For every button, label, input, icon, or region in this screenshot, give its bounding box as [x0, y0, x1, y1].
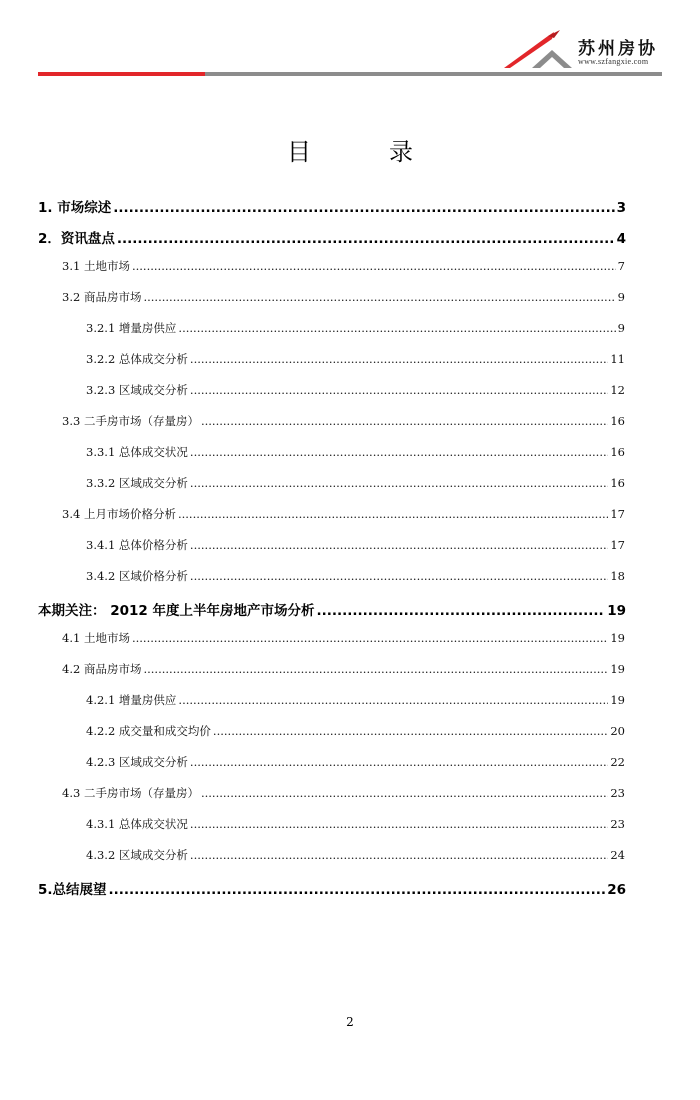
toc-dot-leader	[178, 507, 608, 521]
toc-entry[interactable]	[86, 568, 625, 584]
toc-entry-page: 7	[617, 259, 625, 273]
toc-entry[interactable]	[62, 506, 625, 522]
toc-entry-label: 3.3.1 总体成交状况	[86, 445, 188, 459]
toc-entry-label: 4.2 商品房市场	[62, 662, 142, 676]
toc-entry[interactable]	[38, 227, 626, 247]
toc-dot-leader	[143, 662, 608, 676]
toc-entry-page: 17	[610, 538, 625, 552]
toc-entry-page: 9	[617, 321, 625, 335]
toc-entry-page: 19	[610, 662, 625, 676]
toc-entry[interactable]	[62, 413, 625, 429]
toc-dot-leader	[190, 476, 608, 490]
toc-entry[interactable]	[62, 661, 625, 677]
toc-entry-label: 3.3.2 区域成交分析	[86, 476, 188, 490]
toc-entry[interactable]	[86, 723, 625, 739]
toc-entry[interactable]	[62, 289, 625, 305]
toc-dot-leader	[109, 882, 606, 898]
toc-dot-leader	[113, 200, 614, 216]
toc-entry-page: 3	[616, 200, 626, 216]
toc-dot-leader	[190, 538, 608, 552]
red-pen-logo-icon	[502, 30, 576, 70]
toc-dot-leader	[213, 724, 608, 738]
toc-entry-page: 17	[610, 507, 625, 521]
toc-entry-label: 3.2 商品房市场	[62, 290, 142, 304]
toc-dot-leader	[132, 259, 616, 273]
toc-entry-label: 4.2.1 增量房供应	[86, 693, 177, 707]
toc-entry-label: 4.3.2 区域成交分析	[86, 848, 188, 862]
toc-entry-page: 26	[607, 882, 626, 898]
toc-entry-page: 19	[610, 631, 625, 645]
toc-entry-label: 本期关注： 2012 年度上半年房地产市场分析	[38, 603, 315, 619]
toc-entry-page: 23	[610, 817, 625, 831]
toc-entry-page: 18	[610, 569, 625, 583]
toc-dot-leader	[178, 321, 615, 335]
toc-entry-page: 12	[610, 383, 625, 397]
toc-entry[interactable]	[86, 444, 625, 460]
toc-entry-label: 4.2.3 区域成交分析	[86, 755, 188, 769]
toc-dot-leader	[190, 445, 608, 459]
toc-entry-page: 16	[610, 476, 625, 490]
toc-entry-page: 9	[617, 290, 625, 304]
toc-dot-leader	[201, 786, 608, 800]
toc-entry[interactable]	[38, 878, 626, 898]
toc-entry[interactable]	[62, 785, 625, 801]
toc-entry[interactable]	[38, 599, 626, 619]
toc-title	[0, 132, 700, 167]
toc-entry[interactable]	[86, 692, 625, 708]
toc-entry-label: 4.2.2 成交量和成交均价	[86, 724, 211, 738]
toc-dot-leader	[190, 817, 608, 831]
toc-entry-page: 23	[610, 786, 625, 800]
page-number: 2	[346, 1015, 354, 1029]
brand-url: www.szfangxie.com	[578, 57, 649, 66]
toc-dot-leader	[201, 414, 608, 428]
toc-dot-leader	[190, 569, 608, 583]
toc-entry-label: 5.总结展望	[38, 882, 107, 898]
brand-name: 苏州房协	[578, 39, 658, 59]
toc-entry-label: 3.2.3 区域成交分析	[86, 383, 188, 397]
toc-entry[interactable]	[86, 382, 625, 398]
toc-entry-label: 4.3.1 总体成交状况	[86, 817, 188, 831]
toc-entry-page: 4	[616, 231, 626, 247]
toc-dot-leader	[316, 603, 605, 619]
page-header	[0, 0, 700, 80]
toc-dot-leader	[190, 755, 608, 769]
toc-entry[interactable]	[86, 475, 625, 491]
toc-entry-page: 22	[610, 755, 625, 769]
toc-dot-leader	[178, 693, 608, 707]
toc-entry-label: 1. 市场综述	[38, 200, 112, 216]
toc-entry-page: 20	[610, 724, 625, 738]
toc-entry[interactable]	[86, 320, 625, 336]
toc-entry-page: 19	[610, 693, 625, 707]
toc-entry-page: 16	[610, 445, 625, 459]
toc-entry-page: 24	[610, 848, 625, 862]
toc-entry[interactable]	[62, 630, 625, 646]
toc-entry-page: 16	[610, 414, 625, 428]
toc-entry-label: 3.2.1 增量房供应	[86, 321, 177, 335]
toc-entry-label: 4.1 土地市场	[62, 631, 130, 645]
toc-dot-leader	[143, 290, 615, 304]
toc-dot-leader	[190, 383, 608, 397]
toc-entry-page: 19	[607, 603, 626, 619]
toc-title-char-2: 录	[389, 138, 413, 166]
toc-entry-label: 3.4 上月市场价格分析	[62, 507, 176, 521]
toc-entry[interactable]	[86, 351, 625, 367]
toc-entry[interactable]	[38, 196, 626, 216]
toc-entry-label: 3.3 二手房市场（存量房）	[62, 414, 199, 428]
toc-entry[interactable]	[86, 754, 625, 770]
toc-entry[interactable]	[86, 847, 625, 863]
toc-entry[interactable]	[86, 816, 625, 832]
toc-dot-leader	[132, 631, 608, 645]
toc-entry[interactable]	[62, 258, 625, 274]
toc-dot-leader	[190, 848, 608, 862]
toc-entry-label: 3.1 土地市场	[62, 259, 130, 273]
header-rule-gray	[205, 72, 662, 76]
toc-title-char-1: 目	[287, 138, 311, 166]
toc-dot-leader	[117, 231, 615, 247]
toc-entry-page: 11	[610, 352, 625, 366]
toc-dot-leader	[190, 352, 608, 366]
toc-entry-label: 3.4.2 区域价格分析	[86, 569, 188, 583]
toc-entry-label: 3.2.2 总体成交分析	[86, 352, 188, 366]
header-rule-red	[38, 72, 205, 76]
toc-entry[interactable]	[86, 537, 625, 553]
toc-entry-label: 2．资讯盘点	[38, 231, 115, 247]
toc-entry-label: 3.4.1 总体价格分析	[86, 538, 188, 552]
toc-entry-label: 4.3 二手房市场（存量房）	[62, 786, 199, 800]
